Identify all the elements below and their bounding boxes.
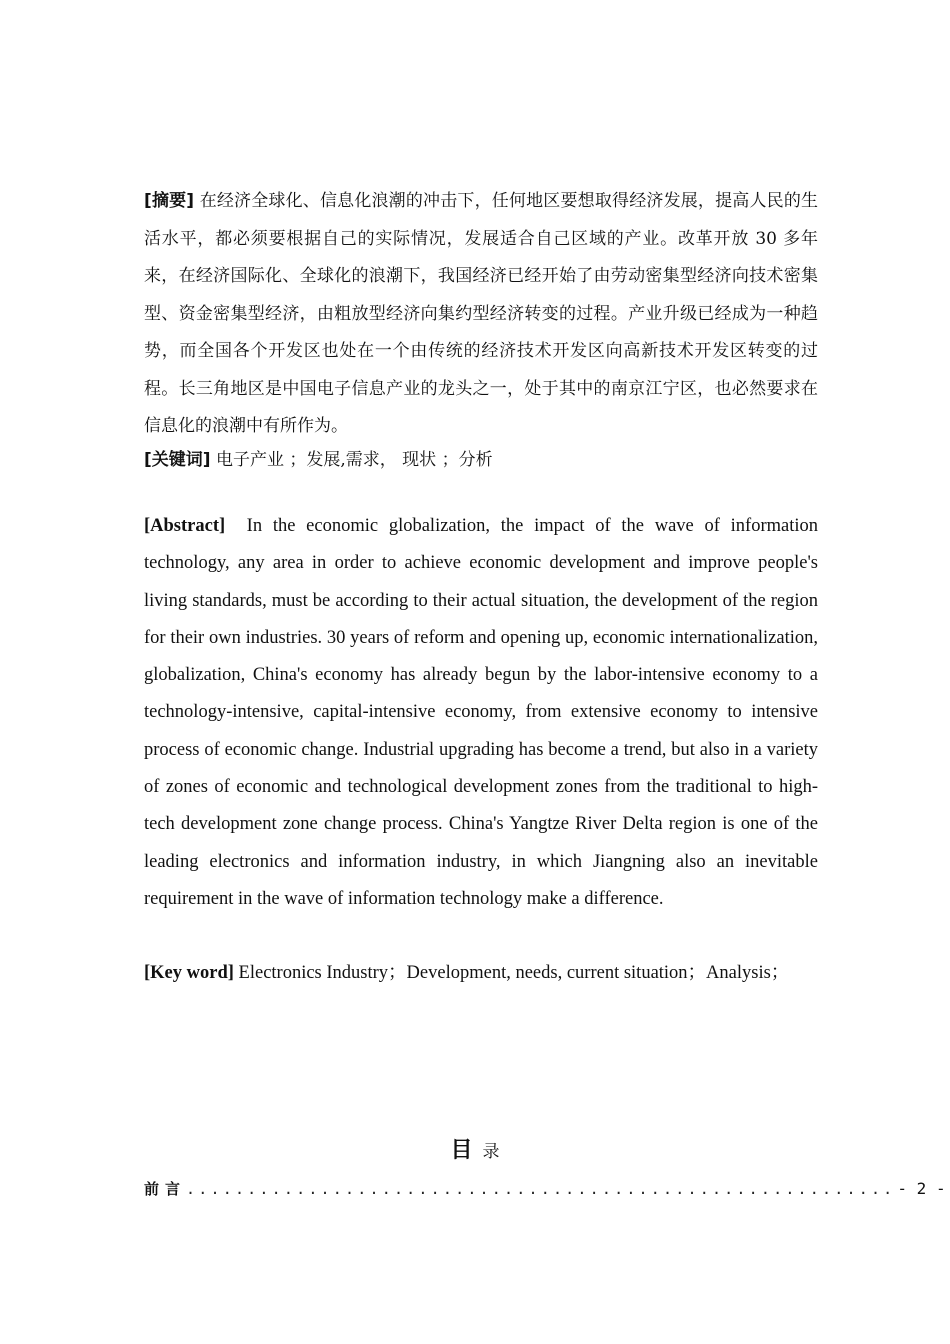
chinese-abstract — [144, 183, 818, 446]
english-keywords — [144, 956, 818, 990]
chinese-abstract-text: 在经济全球化、信息化浪潮的冲击下，任何地区要想取得经济发展，提高人民的生活水平，都必须要根据自己的实际情况，发展适合自己区域的产业。改革开放 30 多年来，在经济国际化、全球化的浪潮下，我国经济已经开始了由劳动密集型经济向技术密集型、资金密集型经济，由粗放型经济向集约型经济转变的过程。产业升级已经成为一种趋势，而全国各个开发区也处在一个由传统的经济技术开发区向高新技术开发区转变的过程。长三角地区是中国电子信息产业的龙头之一，处于其中的南京江宁区，也必然要求在信息化的浪潮中有所作为。 — [144, 191, 819, 436]
chinese-keywords-text: 电子产业 ；发展,需求， 现状 ；分析 — [215, 450, 493, 470]
english-abstract — [144, 508, 818, 918]
english-keywords-text: Electronics Industry；Development, needs, current situation；Analysis； — [238, 963, 790, 983]
english-abstract-text: In the economic globalization, the impact of the wave of information technology, any area in order to achieve economic development and improve people's living standards, must be according to their actual situation, the development of the region for their own industries. 30 years of reform and opening up, economic internationalization, globalization, China's economy has already begun by the labor-intensive economy to a technology-intensive, capital-intensive economy, from extensive economy to intensive process of economic change. Industrial upgrading has become a trend, but also in a variety of zones of economic and technological development zones from the traditional to high-tech development zone change process. China's Yangtze River Delta region is one of the leading electronics and information industry, in which Jiangning also an inevitable requirement in the wave of information technology make a difference. — [144, 516, 819, 909]
english-abstract-label: [Abstract] — [144, 516, 226, 536]
toc-entry-page-number: - 2 - — [897, 1179, 946, 1198]
toc-title-main: 目 — [450, 1138, 473, 1163]
toc-entry-label: 前言 — [144, 1180, 187, 1198]
english-keywords-label: [Key word] — [144, 963, 234, 983]
toc-title — [0, 1136, 950, 1167]
toc-entry[interactable] — [144, 1174, 946, 1204]
chinese-keywords — [144, 442, 818, 479]
chinese-abstract-label: [摘要] — [144, 191, 195, 211]
toc-entry-leader-dots: .......................................................... — [186, 1180, 896, 1198]
toc-title-sub: 录 — [482, 1142, 500, 1162]
chinese-keywords-label: [关键词] — [144, 450, 211, 470]
